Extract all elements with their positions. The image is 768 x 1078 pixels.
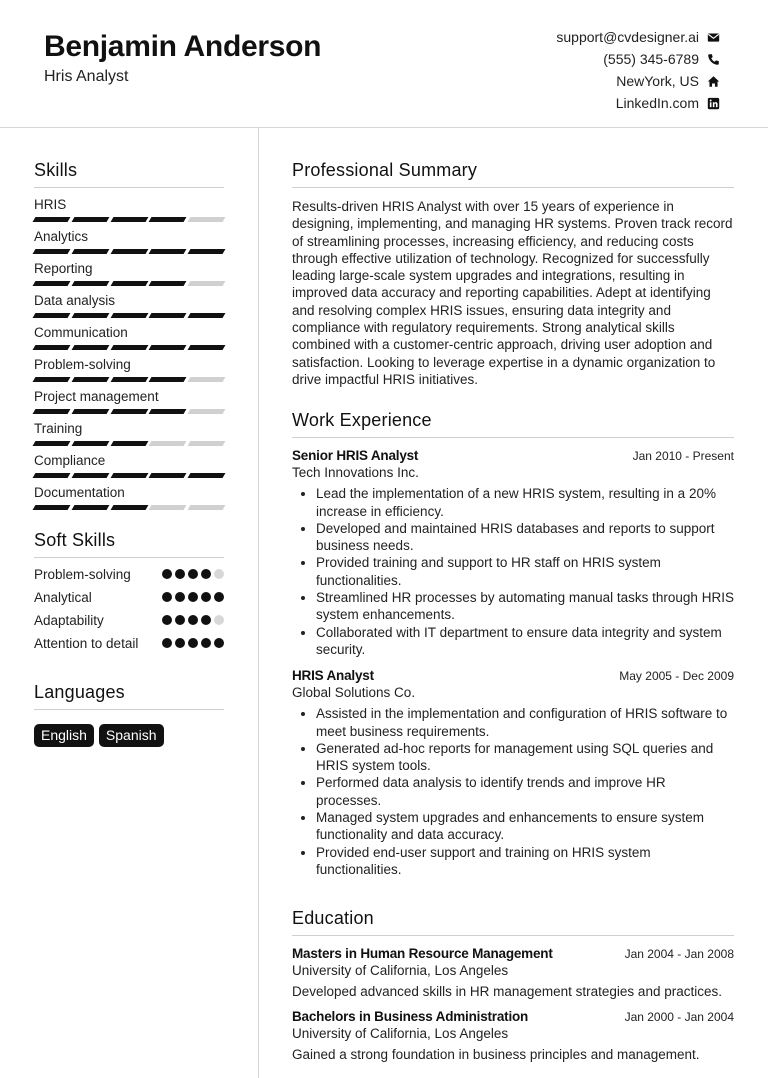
skill-item — [34, 292, 224, 318]
skills-heading: Skills — [34, 160, 224, 188]
education-list — [292, 946, 734, 1062]
skill-level-segment — [33, 345, 71, 350]
skill-level-segment — [71, 409, 109, 414]
skill-name: Reporting — [34, 261, 93, 276]
job-date: May 2005 - Dec 2009 — [619, 669, 734, 684]
skills-list — [34, 196, 224, 510]
rating-dot — [175, 638, 185, 648]
contact-list — [556, 26, 720, 114]
skill-level-segment — [188, 409, 226, 414]
job-bullets — [292, 705, 734, 878]
skill-level-segment — [188, 441, 226, 446]
skill-level-segment — [110, 377, 148, 382]
contact-email[interactable] — [556, 26, 720, 48]
skill-level-segment — [110, 409, 148, 414]
job-bullet: • Generated ad-hoc reports for management using SQL queries and HRIS system tools. — [316, 740, 734, 775]
skill-name: Project management — [34, 389, 159, 404]
job-bullet: • Lead the implementation of a new HRIS system, resulting in a 20% increase in efficiency. — [316, 485, 734, 520]
skill-level-segment — [110, 249, 148, 254]
job-bullet: • Performed data analysis to identify trends and improve HR processes. — [316, 774, 734, 809]
summary-text: Results-driven HRIS Analyst with over 15 years of experience in designing, implementing, and managing HR systems. Proven track record of streamlining processes, increasing efficiency, and reducing costs through effective utilization of technology. Recognized for successfully leading large-scale system upgrades and integrations, resulting in improved data accuracy and reporting capabilities. Adept at identifying and resolving complex HRIS issues, ensuring data integrity and compliance with regulatory requirements. Strong analytical skills combined with a customer-centric approach, driving user adoption and satisfaction. Looking to leverage expertise in a dynamic organization to drive impactful HRIS initiatives. — [292, 199, 733, 387]
soft-skill-rating — [162, 566, 224, 579]
soft-skill-name: Problem-solving — [34, 567, 131, 582]
skill-item — [34, 196, 224, 222]
skill-level-bar — [34, 217, 224, 222]
contact-location — [556, 70, 720, 92]
rating-dot — [188, 615, 198, 625]
skill-level-segment — [71, 505, 109, 510]
skill-item — [34, 260, 224, 286]
degree-title: Bachelors in Business Administration — [292, 1009, 529, 1025]
soft-skill-item — [34, 635, 224, 652]
skill-level-segment — [33, 217, 71, 222]
skill-level-segment — [149, 281, 187, 286]
skill-level-segment — [149, 409, 187, 414]
job-bullet: • Streamlined HR processes by automating manual tasks through HRIS system enhancements. — [316, 589, 734, 624]
skill-level-segment — [188, 505, 226, 510]
contact-phone[interactable] — [556, 48, 720, 70]
skill-level-segment — [110, 345, 148, 350]
soft-skill-item — [34, 612, 224, 629]
skill-level-segment — [110, 505, 148, 510]
skill-name: Compliance — [34, 453, 106, 468]
skill-level-segment — [33, 313, 71, 318]
soft-skill-item — [34, 589, 224, 606]
skill-level-bar — [34, 345, 224, 350]
education-date: Jan 2000 - Jan 2004 — [624, 1010, 734, 1025]
rating-dot — [175, 592, 185, 602]
education-entry — [292, 946, 734, 999]
home-icon — [707, 75, 720, 88]
skill-level-segment — [149, 313, 187, 318]
skill-name: Communication — [34, 325, 128, 340]
job-bullet: • Provided end-user support and training on HRIS system functionalities. — [316, 844, 734, 879]
education-header — [292, 946, 734, 961]
skill-level-segment — [188, 377, 226, 382]
skill-level-segment — [71, 345, 109, 350]
contact-linkedin[interactable] — [556, 92, 720, 114]
skill-item — [34, 484, 224, 510]
skill-level-segment — [149, 345, 187, 350]
job-entry — [292, 448, 734, 658]
candidate-title: Hris Analyst — [44, 68, 129, 85]
phone-icon — [707, 53, 720, 66]
soft-skills-heading: Soft Skills — [34, 530, 224, 558]
soft-skills-list — [34, 566, 224, 652]
rating-dot — [214, 615, 224, 625]
skill-level-segment — [71, 281, 109, 286]
resume-header — [0, 0, 768, 128]
job-bullet: • Assisted in the implementation and configuration of HRIS software to meet business requirements. — [316, 705, 734, 740]
rating-dot — [162, 569, 172, 579]
skill-item — [34, 324, 224, 350]
skill-item — [34, 452, 224, 478]
skill-name: Documentation — [34, 485, 125, 500]
skill-level-segment — [149, 249, 187, 254]
soft-skill-rating — [162, 589, 224, 602]
rating-dot — [175, 569, 185, 579]
soft-skill-name: Attention to detail — [34, 636, 139, 651]
contact-email-text[interactable]: support@cvdesigner.ai — [556, 29, 699, 45]
jobs-list — [292, 448, 734, 878]
education-date: Jan 2004 - Jan 2008 — [624, 947, 734, 962]
contact-linkedin-text[interactable]: LinkedIn.com — [615, 95, 699, 111]
skill-level-segment — [71, 377, 109, 382]
rating-dot — [175, 615, 185, 625]
languages-heading: Languages — [34, 682, 224, 710]
skill-level-segment — [33, 441, 71, 446]
skill-level-segment — [110, 441, 148, 446]
soft-skill-rating — [162, 612, 224, 625]
education-header — [292, 1009, 734, 1024]
skill-level-segment — [110, 473, 148, 478]
rating-dot — [214, 569, 224, 579]
soft-skills-section — [34, 530, 224, 652]
skill-level-segment — [149, 217, 187, 222]
candidate-name: Benjamin Anderson — [44, 30, 322, 63]
education-description: Developed advanced skills in HR management strategies and practices. — [292, 984, 722, 1000]
job-bullet: • Developed and maintained HRIS databases and reports to support business needs. — [316, 520, 734, 555]
skill-name: Data analysis — [34, 293, 116, 308]
job-bullet: • Provided training and support to HR staff on HRIS system functionalities. — [316, 554, 734, 589]
skill-level-segment — [188, 345, 226, 350]
soft-skill-name: Analytical — [34, 590, 92, 605]
skill-item — [34, 356, 224, 382]
degree-title: Masters in Human Resource Management — [292, 946, 553, 962]
school-name: University of California, Los Angeles — [292, 1026, 509, 1042]
education-section — [292, 908, 734, 1062]
skill-level-segment — [33, 249, 71, 254]
skill-level-segment — [71, 441, 109, 446]
contact-phone-text[interactable]: (555) 345-6789 — [603, 51, 699, 67]
skill-name: Problem-solving — [34, 357, 131, 372]
job-date: Jan 2010 - Present — [632, 449, 734, 464]
languages-section — [34, 682, 224, 747]
column-divider — [258, 128, 259, 1078]
skill-level-segment — [110, 281, 148, 286]
skill-level-segment — [188, 281, 226, 286]
contact-location-text: NewYork, US — [616, 73, 699, 89]
rating-dot — [162, 592, 172, 602]
skill-level-segment — [33, 505, 71, 510]
skill-level-bar — [34, 505, 224, 510]
skill-item — [34, 228, 224, 254]
skill-level-segment — [188, 473, 226, 478]
job-bullet: • Managed system upgrades and enhancements to ensure system functionality and data accuracy. — [316, 809, 734, 844]
skill-level-segment — [188, 249, 226, 254]
skill-level-bar — [34, 473, 224, 478]
skill-level-segment — [33, 409, 71, 414]
job-header — [292, 448, 734, 463]
education-heading: Education — [292, 908, 734, 936]
rating-dot — [188, 592, 198, 602]
skill-level-segment — [149, 505, 187, 510]
skill-item — [34, 388, 224, 414]
skill-level-segment — [71, 217, 109, 222]
skill-name: Training — [34, 421, 83, 436]
rating-dot — [188, 638, 198, 648]
rating-dot — [162, 615, 172, 625]
language-badge: English — [34, 724, 94, 747]
rating-dot — [201, 569, 211, 579]
skill-level-segment — [188, 217, 226, 222]
skill-level-bar — [34, 249, 224, 254]
rating-dot — [201, 615, 211, 625]
skill-level-segment — [71, 249, 109, 254]
skill-level-bar — [34, 377, 224, 382]
job-bullet: • Collaborated with IT department to ensure data integrity and system security. — [316, 624, 734, 659]
languages-list — [34, 724, 224, 747]
school-name: University of California, Los Angeles — [292, 963, 509, 979]
experience-section — [292, 410, 734, 878]
left-column — [34, 160, 224, 747]
rating-dot — [214, 638, 224, 648]
education-entry — [292, 1009, 734, 1062]
envelope-icon — [707, 31, 720, 44]
job-title: HRIS Analyst — [292, 668, 374, 684]
skill-name: Analytics — [34, 229, 89, 244]
skill-level-segment — [149, 377, 187, 382]
soft-skill-name: Adaptability — [34, 613, 104, 628]
skills-section — [34, 160, 224, 510]
job-header — [292, 668, 734, 683]
rating-dot — [214, 592, 224, 602]
skill-level-segment — [188, 313, 226, 318]
summary-heading: Professional Summary — [292, 160, 734, 188]
skill-level-segment — [33, 377, 71, 382]
linkedin-icon — [707, 97, 720, 110]
skill-level-segment — [110, 313, 148, 318]
skill-name: HRIS — [34, 197, 67, 212]
soft-skill-item — [34, 566, 224, 583]
right-column — [292, 160, 734, 1062]
rating-dot — [162, 638, 172, 648]
skill-level-bar — [34, 441, 224, 446]
skill-level-segment — [71, 313, 109, 318]
skill-level-segment — [149, 441, 187, 446]
skill-level-segment — [110, 217, 148, 222]
skill-level-segment — [149, 473, 187, 478]
education-description: Gained a strong foundation in business principles and management. — [292, 1047, 700, 1063]
skill-level-bar — [34, 313, 224, 318]
job-entry — [292, 668, 734, 878]
job-title: Senior HRIS Analyst — [292, 448, 419, 464]
rating-dot — [201, 592, 211, 602]
skill-level-bar — [34, 281, 224, 286]
job-company: Global Solutions Co. — [292, 685, 416, 701]
language-badge: Spanish — [99, 724, 164, 747]
skill-level-segment — [33, 473, 71, 478]
skill-level-bar — [34, 409, 224, 414]
soft-skill-rating — [162, 635, 224, 648]
job-company: Tech Innovations Inc. — [292, 465, 419, 481]
skill-item — [34, 420, 224, 446]
rating-dot — [188, 569, 198, 579]
summary-section — [292, 160, 734, 388]
skill-level-segment — [71, 473, 109, 478]
job-bullets — [292, 485, 734, 658]
experience-heading: Work Experience — [292, 410, 734, 438]
skill-level-segment — [33, 281, 71, 286]
rating-dot — [201, 638, 211, 648]
